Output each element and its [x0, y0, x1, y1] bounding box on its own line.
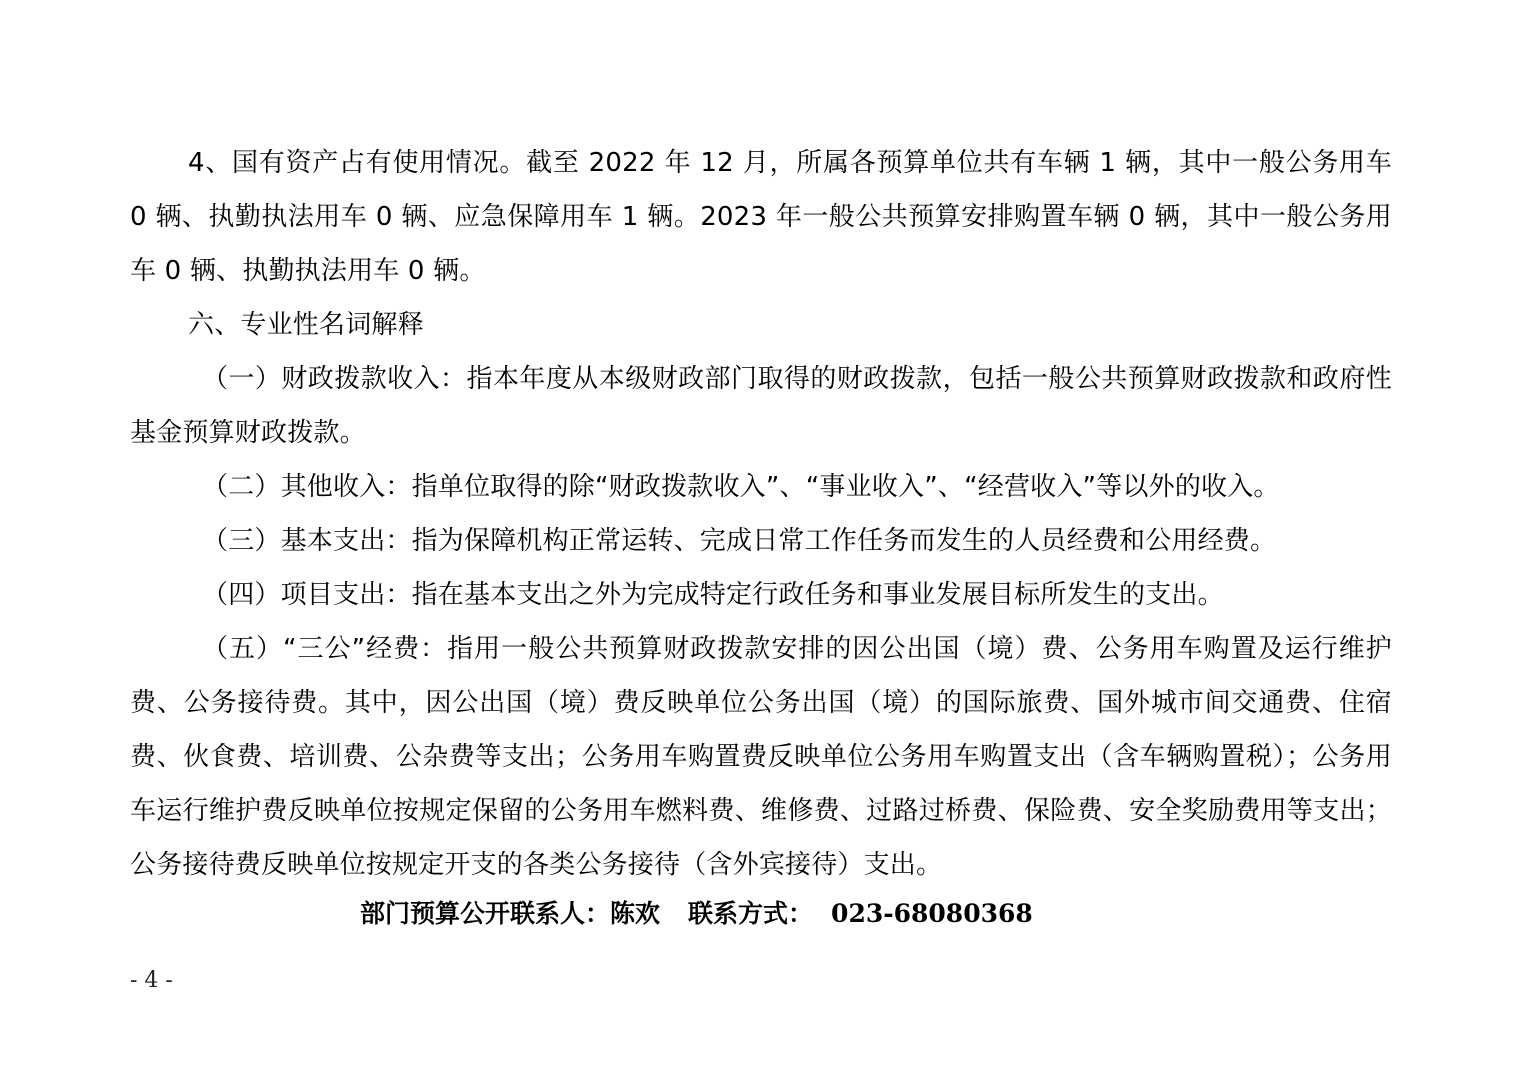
paragraph-term-basic-expenditure: （三）基本支出：指为保障机构正常运转、完成日常工作任务而发生的人员经费和公用经费。	[202, 526, 1277, 556]
paragraph-asset-usage: 4、国有资产占有使用情况。截至 2022 年 12 月，所属各预算单位共有车辆 1 辆，其中一般公务用车 0 辆、执勤执法用车 0 辆、应急保障用车 1 辆。2023 年一般公共预算安排购置车辆 0 辆，其中一般公务用车 0 辆、执勤执法用车 0 辆。	[130, 148, 1392, 286]
contact-method-label: 联系方式：	[688, 899, 814, 928]
paragraph-term-project-expenditure: （四）项目支出：指在基本支出之外为完成特定行政任务和事业发展目标所发生的支出。	[202, 580, 1224, 610]
contact-person-name: 陈欢	[610, 899, 661, 928]
contact-line	[360, 892, 1033, 936]
paragraph-term-three-public-expenses: （五）“三公”经费：指用一般公共预算财政拨款安排的因公出国（境）费、公务用车购置及运行维护费、公务接待费。其中，因公出国（境）费反映单位公务出国（境）的国际旅费、国外城市间交通费、住宿费、伙食费、培训费、公杂费等支出；公务用车购置费反映单位公务用车购置支出（含车辆购置税）；公务用车运行维护费反映单位按规定保留的公务用车燃料费、维修费、过路过桥费、保险费、安全奖励费用等支出；公务接待费反映单位按规定开支的各类公务接待（含外宾接待）支出。	[130, 634, 1392, 880]
page-number: - 4 -	[130, 968, 173, 993]
paragraph-term-fiscal-income: （一）财政拨款收入：指本年度从本级财政部门取得的财政拨款，包括一般公共预算财政拨款和政府性基金预算财政拨款。	[130, 364, 1392, 448]
document-body	[130, 136, 1392, 892]
paragraph-term-other-income: （二）其他收入：指单位取得的除“财政拨款收入”、“事业收入”、“经营收入”等以外的收入。	[202, 472, 1280, 502]
section-heading-terms: 六、专业性名词解释	[188, 310, 424, 340]
contact-phone: 023-68080368	[831, 899, 1033, 928]
contact-person-label: 部门预算公开联系人：	[360, 899, 611, 928]
